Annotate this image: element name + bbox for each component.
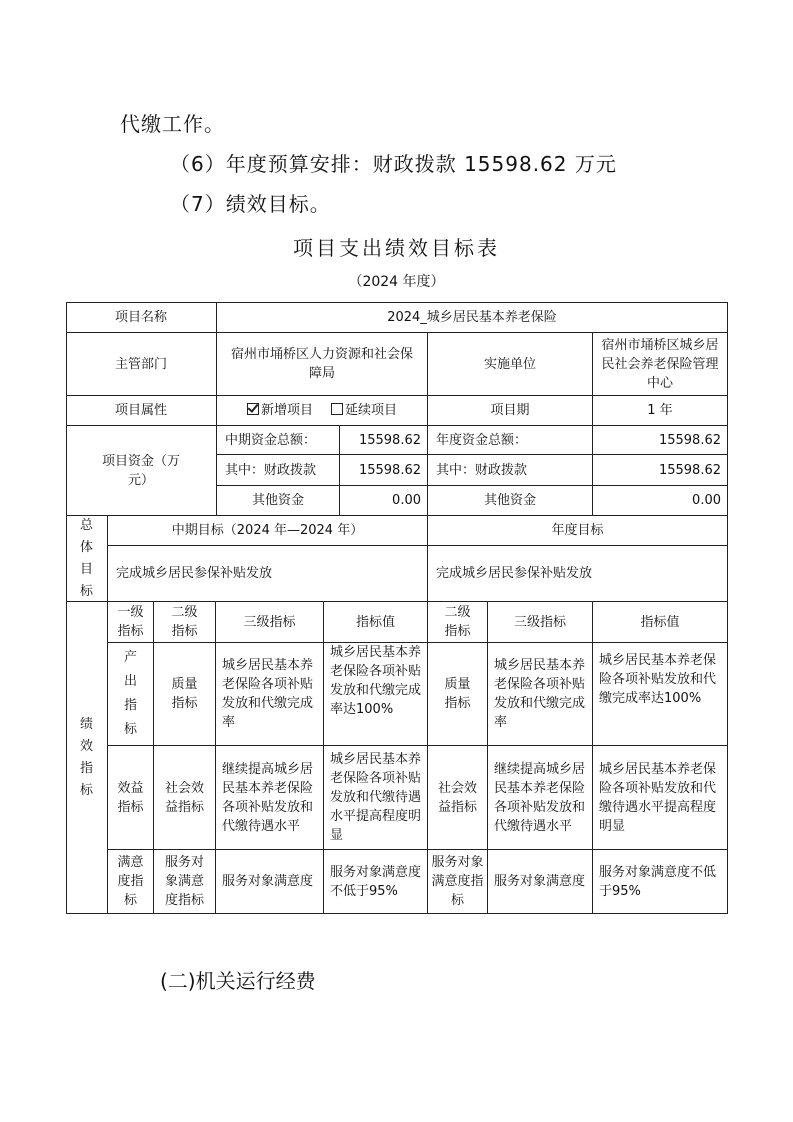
row-satisfaction-level3: 服务对象满意度 bbox=[216, 850, 324, 914]
section-heading: (二)机关运行经费 bbox=[160, 969, 316, 993]
mid-total-label: 中期资金总额： bbox=[217, 426, 340, 455]
dept-label: 主管部门 bbox=[66, 333, 217, 396]
funds-label: 项目资金（万元） bbox=[66, 426, 217, 516]
year-fiscal-value: 15598.62 bbox=[593, 455, 728, 486]
mid-goal-text: 完成城乡居民参保补贴发放 bbox=[108, 546, 428, 602]
intro-line-2: （6）年度预算安排：财政拨款 15598.62 万元 bbox=[170, 152, 617, 176]
row-satisfaction-level1: 满意度指标 bbox=[108, 850, 154, 914]
row-benefit-year-level3: 继续提高城乡居民基本养老保险各项补贴发放和代缴待遇水平 bbox=[488, 746, 593, 850]
header-level3: 三级指标 bbox=[216, 602, 324, 643]
header-year-value: 指标值 bbox=[593, 602, 728, 643]
overall-goal-label: 总体目标 bbox=[66, 516, 108, 602]
mid-other-label: 其他资金 bbox=[217, 486, 340, 516]
intro-line-1: 代缴工作。 bbox=[120, 112, 225, 136]
year-other-value: 0.00 bbox=[593, 486, 728, 516]
period-label: 项目期 bbox=[428, 396, 593, 426]
table-year: （2024 年度） bbox=[348, 274, 445, 290]
header-level1: 一级指标 bbox=[108, 602, 154, 643]
year-total-label: 年度资金总额： bbox=[428, 426, 593, 455]
mid-fiscal-label: 其中：财政拨款 bbox=[217, 455, 340, 486]
year-goal-header: 年度目标 bbox=[428, 516, 728, 546]
new-project-checkbox: 新增项目 bbox=[247, 401, 313, 420]
row-benefit-year-value: 城乡居民基本养老保险各项补贴发放和代缴待遇水平提高程度明显 bbox=[593, 746, 728, 850]
row-output-year-level2: 质量指标 bbox=[428, 643, 488, 746]
row-output-level1: 产出指标 bbox=[108, 643, 154, 746]
row-benefit-value: 城乡居民基本养老保险各项补贴发放和代缴待遇水平提高程度明显 bbox=[324, 746, 428, 850]
header-year-level2: 二级指标 bbox=[428, 602, 488, 643]
year-total-value: 15598.62 bbox=[593, 426, 728, 455]
attr-value bbox=[217, 396, 428, 426]
row-benefit-level2: 社会效益指标 bbox=[154, 746, 216, 850]
row-output-level3: 城乡居民基本养老保险各项补贴发放和代缴完成率 bbox=[216, 643, 324, 746]
mid-fiscal-value: 15598.62 bbox=[340, 455, 428, 486]
project-name-value: 2024_城乡居民基本养老保险 bbox=[217, 302, 728, 333]
impl-label: 实施单位 bbox=[428, 333, 593, 396]
year-fiscal-label: 其中：财政拨款 bbox=[428, 455, 593, 486]
impl-value: 宿州市埇桥区城乡居民社会养老保险管理中心 bbox=[593, 333, 728, 396]
period-value: 1 年 bbox=[593, 396, 728, 426]
row-satisfaction-year-level2: 服务对象满意度指标 bbox=[428, 850, 488, 914]
row-benefit-year-level2: 社会效益指标 bbox=[428, 746, 488, 850]
row-output-year-level3: 城乡居民基本养老保险各项补贴发放和代缴完成率 bbox=[488, 643, 593, 746]
dept-value: 宿州市埇桥区人力资源和社会保障局 bbox=[217, 333, 428, 396]
intro-line-3: （7）绩效目标。 bbox=[170, 192, 331, 216]
row-satisfaction-level2: 服务对象满意度指标 bbox=[154, 850, 216, 914]
header-year-level3: 三级指标 bbox=[488, 602, 593, 643]
table-title: 项目支出绩效目标表 bbox=[293, 236, 500, 260]
row-output-year-value: 城乡居民基本养老保险各项补贴发放和代缴完成率达100% bbox=[593, 643, 728, 746]
header-level2: 二级指标 bbox=[154, 602, 216, 643]
year-goal-text: 完成城乡居民参保补贴发放 bbox=[428, 546, 728, 602]
attr-label: 项目属性 bbox=[66, 396, 217, 426]
continued-project-checkbox: 延续项目 bbox=[331, 401, 397, 420]
row-benefit-level3: 继续提高城乡居民基本养老保险各项补贴发放和代缴待遇水平 bbox=[216, 746, 324, 850]
mid-total-value: 15598.62 bbox=[340, 426, 428, 455]
row-satisfaction-year-value: 服务对象满意度不低于95% bbox=[593, 850, 728, 914]
mid-other-value: 0.00 bbox=[340, 486, 428, 516]
checkbox-empty-icon bbox=[331, 403, 343, 415]
year-other-label: 其他资金 bbox=[428, 486, 593, 516]
checkbox-checked-icon bbox=[247, 403, 259, 415]
row-output-value: 城乡居民基本养老保险各项补贴发放和代缴完成率达100% bbox=[324, 643, 428, 746]
header-value: 指标值 bbox=[324, 602, 428, 643]
row-benefit-level1: 效益指标 bbox=[108, 746, 154, 850]
row-satisfaction-value: 服务对象满意度不低于95% bbox=[324, 850, 428, 914]
row-satisfaction-year-level3: 服务对象满意度 bbox=[488, 850, 593, 914]
perf-indicator-label: 绩效指标 bbox=[66, 602, 108, 914]
mid-goal-header: 中期目标（2024 年—2024 年） bbox=[108, 516, 428, 546]
row-output-level2: 质量指标 bbox=[154, 643, 216, 746]
project-name-label: 项目名称 bbox=[66, 302, 217, 333]
